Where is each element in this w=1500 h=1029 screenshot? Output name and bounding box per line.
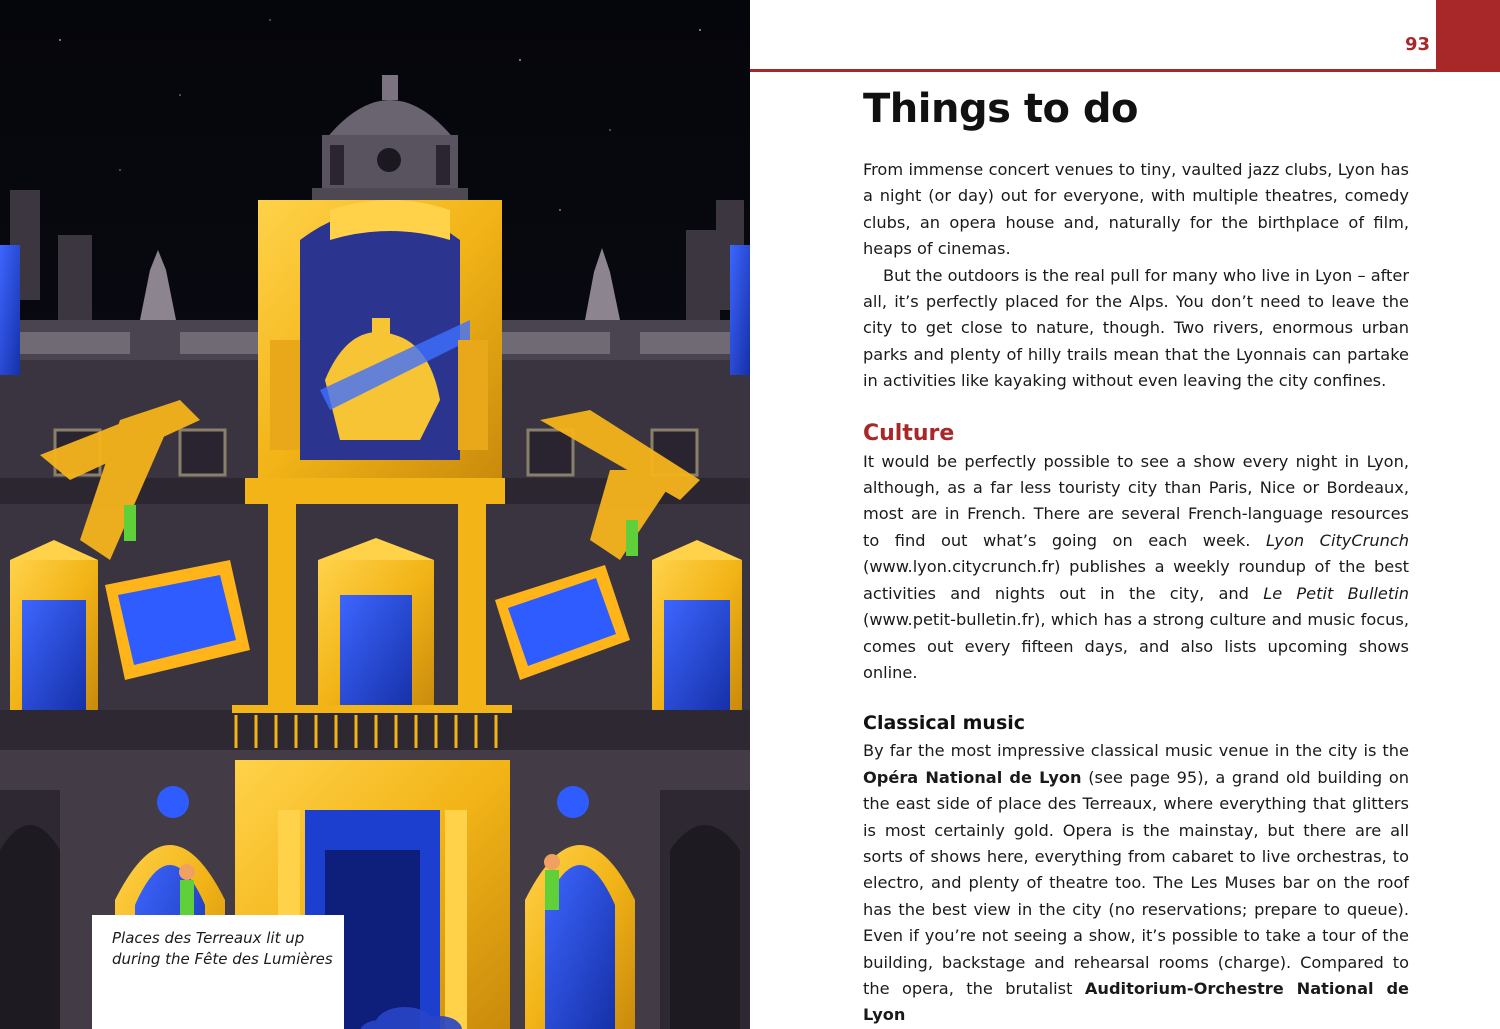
header-rule — [750, 69, 1500, 72]
page-number: 93 — [1404, 34, 1430, 55]
intro-paragraph: From immense concert venues to tiny, vaulted jazz clubs, Lyon has a night (or day) out for everyone, with multiple theatres, comedy clubs, an opera house and, naturally for the birthplace of film, heaps of cinemas. — [863, 160, 1409, 259]
photo-caption: Places des Terreaux lit up during the Fête des Lumières — [112, 929, 333, 968]
photo-caption-box — [92, 915, 344, 1029]
intro-paragraph: But the outdoors is the real pull for many who live in Lyon – after all, it’s perfectly placed for the Alps. You don’t need to leave the city to get close to nature, though. Two rivers, enormous urban parks and plenty of hilly trails mean that the Lyonnais can partake in activities like kayaking without even leaving the city confines. — [863, 265, 1409, 391]
le-petit-bulletin-title: Le Petit Bulletin — [1263, 583, 1409, 603]
page-corner-tab — [1436, 0, 1500, 72]
subheading-classical-music: Classical music — [863, 712, 1026, 735]
section-heading-culture: Culture — [863, 420, 955, 446]
culture-paragraph: It would be perfectly possible to see a show every night in Lyon, although, as a far less touristy city than Paris, Nice or Bordeaux, most are in French. There are several French-language resources to find out what’s going on each week. Lyon CityCrunch (www.lyon.citycrunch.fr) publishes a weekly roundup of the best activities and nights out in the city, and Le Petit Bulletin (www.petit-bulletin.fr), which has a strong culture and music focus, comes out every fifteen days, and also lists upcoming shows online. — [863, 451, 1410, 682]
article-body — [863, 80, 1409, 1029]
classical-music-paragraph: By far the most impressive classical music venue in the city is the Opéra National de Lyon (see page 95), a grand old building on the east side of place des Terreaux, where everything that glitters is most certainly gold. Opera is the mainstay, but there are all sorts of shows here, everything from cabaret to live orchestras, to electro, and plenty of theatre too. The Les Muses bar on the roof has the best view in the city (no reservations; prepare to queue). Even if you’re not seeing a show, it’s possible to take a tour of the building, backstage and rehearsal rooms (charge). Compared to the opera, the brutalist Auditorium-Orchestre National de Lyon — [863, 741, 1410, 1025]
page-title: Things to do — [863, 86, 1138, 132]
text-page — [750, 0, 1500, 1029]
lyon-citycrunch-title: Lyon CityCrunch — [1265, 530, 1410, 550]
venue-auditorium: Auditorium-Orchestre National de Lyon — [863, 978, 1410, 1025]
venue-opera-national: Opéra National de Lyon — [863, 767, 1082, 787]
